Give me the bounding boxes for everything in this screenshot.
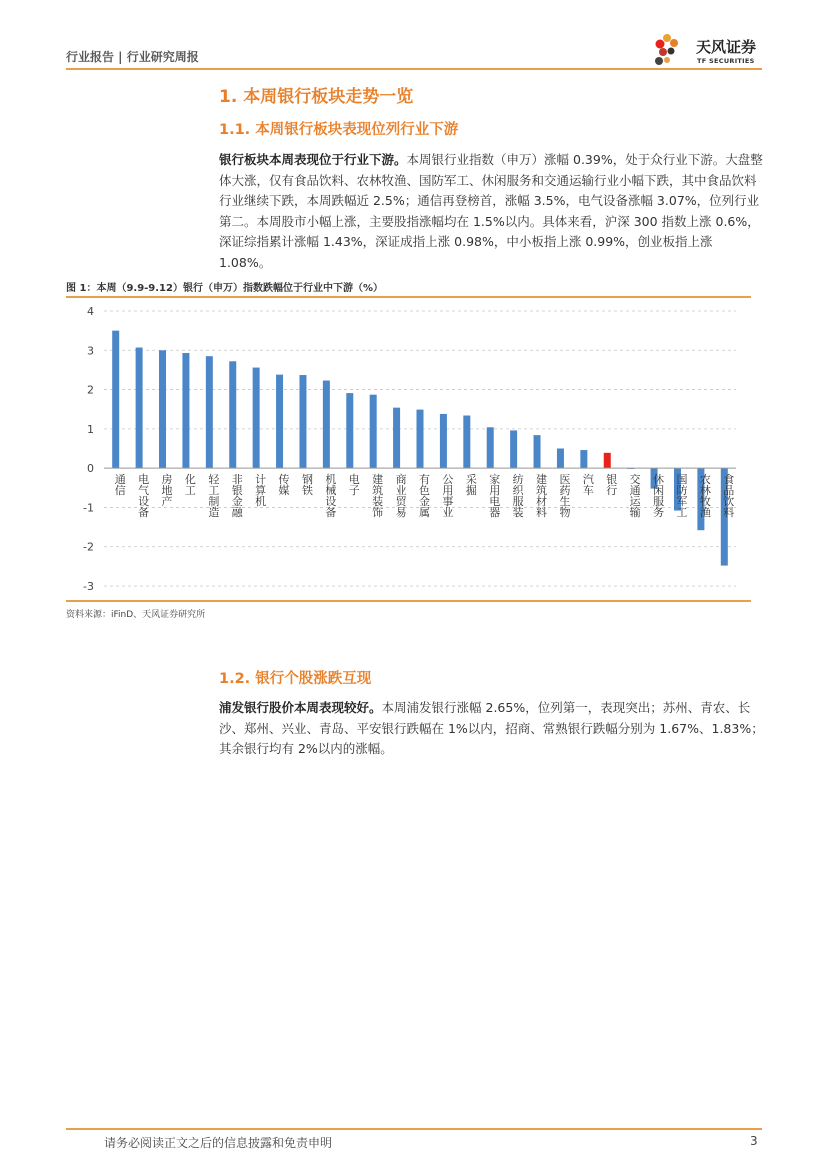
lead-sentence: 浦发银行股价本周表现较好。 — [219, 700, 382, 715]
x-tick-label: 家用电器 — [487, 473, 501, 518]
y-tick-label: -1 — [83, 501, 94, 515]
body-text: 本周银行业指数（申万）涨幅 0.39%，处于众行业下游。大盘整体大涨，仅有食品饮料、农林牧渔、国防军工、休闲服务和交通运输行业小幅下跌，其中食品饮料行业继续下跌，本周跌幅近 2.5%；通信再登榜首，涨幅 3.5%，电气设备涨幅 3.07%，位列行业第二。本周股市小幅上涨，主要股指涨幅均在 1.5%以内。具体来看，沪深 300 指数上涨 0.6%，深证综指累计涨幅 1.43%，深证成指上涨 0.98%，中小板指上涨 0.99%，创业板指上涨 1.08%。 — [219, 152, 763, 270]
bar — [487, 427, 494, 468]
figure-bottom-rule — [66, 600, 751, 602]
bar — [580, 450, 587, 468]
x-tick-label: 交通运输 — [628, 473, 642, 518]
bar — [136, 348, 143, 469]
lead-sentence: 银行板块本周表现位于行业下游。 — [219, 152, 407, 167]
x-tick-label: 非银金融 — [230, 473, 244, 518]
y-tick-label: 4 — [87, 305, 94, 318]
y-tick-label: -3 — [83, 580, 94, 593]
figure-title: 图 1：本周（9.9-9.12）银行（申万）指数跌幅位于行业中下游（%） — [66, 283, 383, 294]
body-text: 本周浦发银行涨幅 2.65%，位列第一，表现突出；苏州、青农、长沙、郑州、兴业、青岛、平安银行跌幅在 1%以内，招商、常熟银行跌幅分别为 1.67%、1.83%；其余银行均有 2%以内的涨幅。 — [219, 700, 764, 757]
x-tick-label: 纺织服装 — [511, 473, 525, 518]
logo-name-cn: 天风证券 — [696, 38, 757, 56]
bar — [534, 435, 541, 468]
section-1-heading: 1. 本周银行板块走势一览 — [219, 87, 414, 107]
footer-divider — [66, 1128, 762, 1130]
bar — [206, 356, 213, 468]
x-tick-label: 机械设备 — [323, 473, 337, 518]
x-tick-label: 电子 — [347, 473, 361, 496]
x-tick-label: 轻工制造 — [206, 473, 220, 518]
header-title: 行业报告 | 行业研究周报 — [66, 50, 199, 64]
x-tick-label: 食品饮料 — [721, 473, 735, 518]
x-tick-label: 医药生物 — [557, 473, 571, 518]
bar — [112, 331, 119, 469]
x-tick-label: 商业贸易 — [394, 473, 408, 518]
bar — [393, 408, 400, 469]
x-tick-label: 汽车 — [581, 473, 595, 496]
figure-source: 资料来源：iFinD、天风证券研究所 — [66, 610, 206, 620]
bar — [557, 449, 564, 469]
bar — [346, 393, 353, 468]
bar — [159, 350, 166, 468]
x-tick-label: 休闲服务 — [651, 473, 665, 518]
x-tick-label: 建筑装饰 — [370, 473, 384, 518]
bar — [370, 395, 377, 468]
x-tick-label: 电气设备 — [136, 473, 150, 518]
bar — [323, 381, 330, 469]
x-tick-label: 钢铁 — [300, 473, 314, 496]
y-tick-label: 3 — [87, 344, 94, 358]
figure-top-rule — [66, 296, 751, 298]
x-tick-label: 银行 — [604, 473, 618, 496]
x-tick-label: 有色金属 — [417, 473, 431, 518]
bar — [182, 353, 189, 468]
bar — [417, 410, 424, 469]
bar — [463, 416, 470, 469]
page-number: 3 — [750, 1134, 758, 1148]
x-tick-label: 传媒 — [277, 473, 291, 496]
bar — [229, 361, 236, 468]
x-tick-label: 公用事业 — [440, 473, 454, 518]
bar — [253, 368, 260, 469]
section-1-2-heading: 1.2. 银行个股涨跌互现 — [219, 671, 372, 687]
bar — [440, 414, 447, 468]
industry-bar-chart — [66, 300, 751, 598]
bar — [510, 430, 517, 468]
x-tick-label: 建筑材料 — [534, 473, 548, 518]
y-tick-label: 2 — [87, 383, 94, 397]
section-1-1-heading: 1.1. 本周银行板块表现位列行业下游 — [219, 122, 459, 138]
y-tick-label: 0 — [87, 462, 94, 476]
x-tick-label: 农林牧渔 — [698, 473, 712, 518]
section-1-1-paragraph — [219, 150, 764, 274]
x-tick-label: 通信 — [113, 473, 127, 496]
x-tick-label: 计算机 — [253, 473, 267, 507]
x-tick-label: 国防军工 — [674, 473, 688, 518]
bar — [299, 375, 306, 468]
footer-disclaimer: 请务必阅读正文之后的信息披露和免责申明 — [104, 1136, 333, 1150]
y-tick-label: 1 — [87, 422, 94, 436]
y-tick-label: -2 — [83, 540, 94, 554]
logo-name-en: TF SECURITIES — [697, 57, 755, 65]
x-tick-label: 化工 — [183, 473, 197, 496]
bar — [276, 375, 283, 469]
bar — [604, 453, 611, 468]
x-tick-label: 采掘 — [464, 473, 478, 496]
x-tick-label: 房地产 — [160, 473, 174, 507]
section-1-2-paragraph — [219, 698, 764, 760]
